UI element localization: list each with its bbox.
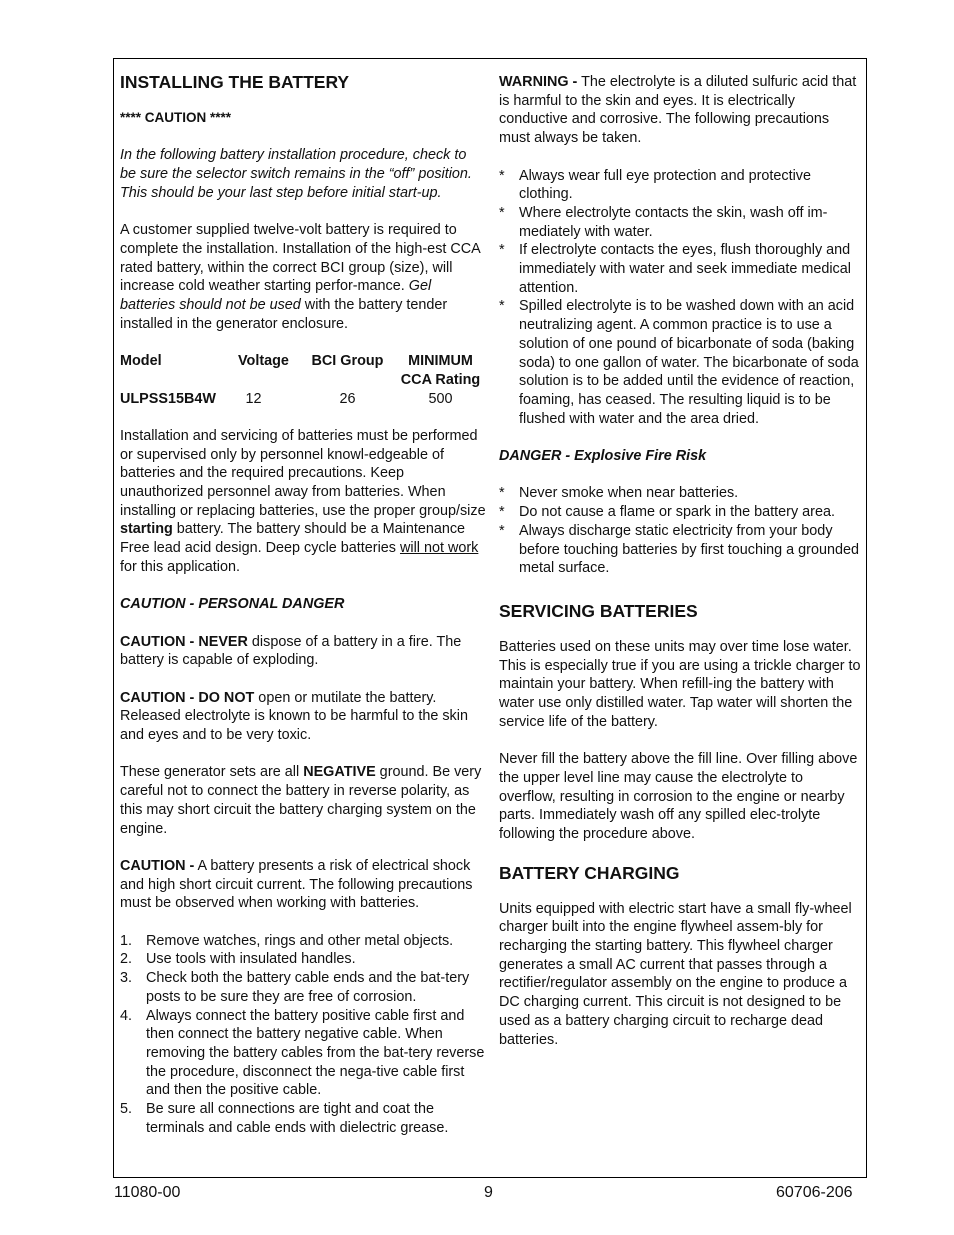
list-item [499,167,861,204]
table-cell-voltage: 12 [245,390,262,407]
table-cell-model: ULPSS15B4W [120,390,216,407]
danger-text: Always discharge static electricity from your body before touching batteries by first touching a grounded metal surface. [519,522,859,577]
text: for this application. [120,558,240,575]
text: dispose of a battery in a fire. The battery is capable of exploding. [120,633,462,669]
step-text: Always connect the battery positive cable first and then connect the battery negative cable. When removing the battery cables from the bat-tery reverse the procedure, disconnect the nega-tive cable first and then the positive cable. [146,1007,485,1099]
table-header-cca: CCA Rating [400,371,481,388]
danger-list [499,484,861,578]
caution-do-not [120,689,486,745]
danger-heading: DANGER - Explosive Fire Risk [499,448,707,465]
step-number: 3. [120,970,133,987]
text: ground. Be very careful not to connect the battery in reverse polarity, as this may short circuit the battery charging system on the engine. [120,764,482,837]
bullet-asterisk: * [499,167,505,184]
text: open or mutilate the battery. Released electrolyte is known to be harmful to the skin and eyes and to be very toxic. [120,689,468,744]
text: A customer supplied twelve-volt battery is required to complete the installation. Installation of the high-est CCA rated battery, within the correct BCI group (size), will increase cold weather starting perfor-mance. [120,222,480,295]
step-number: 1. [120,932,133,949]
text: battery. The battery should be a Maintenance Free lead acid design. Deep cycle batteries [120,521,466,557]
servicing-paragraph-1: Batteries used on these units may over time lose water. This is especially true if you are using a trickle charger to maintain your battery. When refill-ing the battery with water use only distilled water. Tap water will shorten the service life of the battery. [499,638,861,730]
label: CAUTION - NEVER [120,633,248,650]
bullet-asterisk: * [499,504,505,521]
list-item [499,204,861,241]
warning-electrolyte [499,73,861,148]
list-item [499,522,861,578]
caution-shock [120,857,486,913]
personal-danger-heading: CAUTION - PERSONAL DANGER [120,596,345,613]
precaution-text: Where electrolyte contacts the skin, wash off im-mediately with water. [519,204,828,240]
table-cell-bci: 26 [339,390,356,407]
list-item [499,241,861,297]
step-text: Use tools with insulated handles. [146,951,356,968]
text: These generator sets are all [120,764,304,781]
label: CAUTION - [120,857,195,874]
battery-spec-table [120,352,486,408]
list-item [120,969,486,1006]
paragraph-installation-servicing [120,427,486,577]
precaution-text: If electrolyte contacts the eyes, flush thoroughly and immediately with water and seek immediate medical attention. [519,242,851,296]
list-item [120,1007,486,1101]
label: CAUTION - DO NOT [120,689,255,706]
step-number: 4. [120,1007,133,1024]
section-title-charging: BATTERY CHARGING [499,862,680,883]
precaution-text: Always wear full eye protection and protective clothing. [519,167,811,203]
bullet-asterisk: * [499,485,505,502]
left-column [120,59,486,1138]
step-number: 2. [120,951,133,968]
starting-bold: starting [120,521,173,538]
text: with the battery tender installed in the generator enclosure. [120,297,448,332]
list-item [499,297,861,428]
negative-ground [120,763,486,838]
list-item [120,932,486,951]
precaution-text: Spilled electrolyte is to be washed down with an acid neutralizing agent. A common practice is to use a solution of one pound of bicarbonate of soda (baking soda) to one gallon of water. The bicarbonate of soda solution is to be added until the evidence of reaction, foaming, has ceased. The resulting liquid is to be flushed with water and the area dried. [519,298,859,427]
table-cell-cca: 500 [428,390,453,407]
footer-page-number: 9 [484,1184,493,1201]
bullet-asterisk: * [499,298,505,315]
right-column [499,59,861,1049]
negative-bold: NEGATIVE [303,764,376,781]
page-frame [113,58,867,1178]
step-text: Check both the battery cable ends and the bat-tery posts to be sure they are free of corrosion. [146,970,470,1005]
list-item [499,484,861,503]
servicing-paragraph-2: Never fill the battery above the fill line. Over filling above the upper level line may cause the electrolyte to overflow, resulting in corrosion to the engine or nearby parts. Immediately wash off any spilled elec-trolyte following the procedure above. [499,751,858,842]
danger-text: Do not cause a flame or spark in the battery area. [519,504,835,521]
text: Installation and servicing of batteries must be performed or supervised only by personnel knowl-edgeable of batteries and the required precautions. Keep unauthorized personnel away from batteries. When installing or replacing batteries, use the proper group/size [120,427,486,519]
footer-part-number: 60706-206 [776,1184,853,1201]
caution-never [120,633,486,670]
will-not-work: will not work [399,540,479,557]
table-header-model: Model [120,353,162,370]
paragraph-battery-required [120,221,486,333]
text: A battery presents a risk of electrical shock and high short circuit current. The following precautions must be observed when working with batteries. [120,857,473,912]
table-header-bci: BCI Group [311,353,384,370]
text: The electrolyte is a diluted sulfuric acid that is harmful to the skin and eyes. It is electrically conductive and corrosive. The following precautions must always be taken. [499,74,857,147]
step-text: Remove watches, rings and other metal objects. [146,932,454,949]
caution-italic: In the following battery installation procedure, check to be sure the selector switch remains in the “off” position. This should be your last step before initial start-up. [120,147,472,201]
section-title-installing: INSTALLING THE BATTERY [120,72,350,92]
safety-steps-list [120,932,486,1138]
precautions-list [499,167,861,429]
caution-banner: **** CAUTION **** [120,110,232,125]
label: WARNING - [499,74,578,90]
list-item [120,1100,486,1137]
step-text: Be sure all connections are tight and coat the terminals and cable ends with dielectric grease. [146,1101,449,1136]
list-item [499,503,861,522]
table-header-voltage: Voltage [238,353,289,370]
charging-paragraph: Units equipped with electric start have a small fly-wheel charger built into the engine flywheel assem-bly for recharging the starting battery. This flywheel charger generates a small AC current that passes through a rectifier/regulator assembly on the engine to produce a DC charging current. This circuit is not designed to be used as a battery charging circuit to recharge dead batteries. [499,900,852,1048]
bullet-asterisk: * [499,522,505,539]
bullet-asterisk: * [499,242,505,259]
section-title-servicing: SERVICING BATTERIES [499,600,698,621]
gel-warning: Gel batteries should not be used [120,278,432,313]
bullet-asterisk: * [499,204,505,221]
footer-doc-number: 11080-00 [114,1184,181,1201]
table-header-minimum: MINIMUM [408,353,473,370]
danger-text: Never smoke when near batteries. [519,485,739,502]
list-item [120,950,486,969]
step-number: 5. [120,1101,133,1118]
